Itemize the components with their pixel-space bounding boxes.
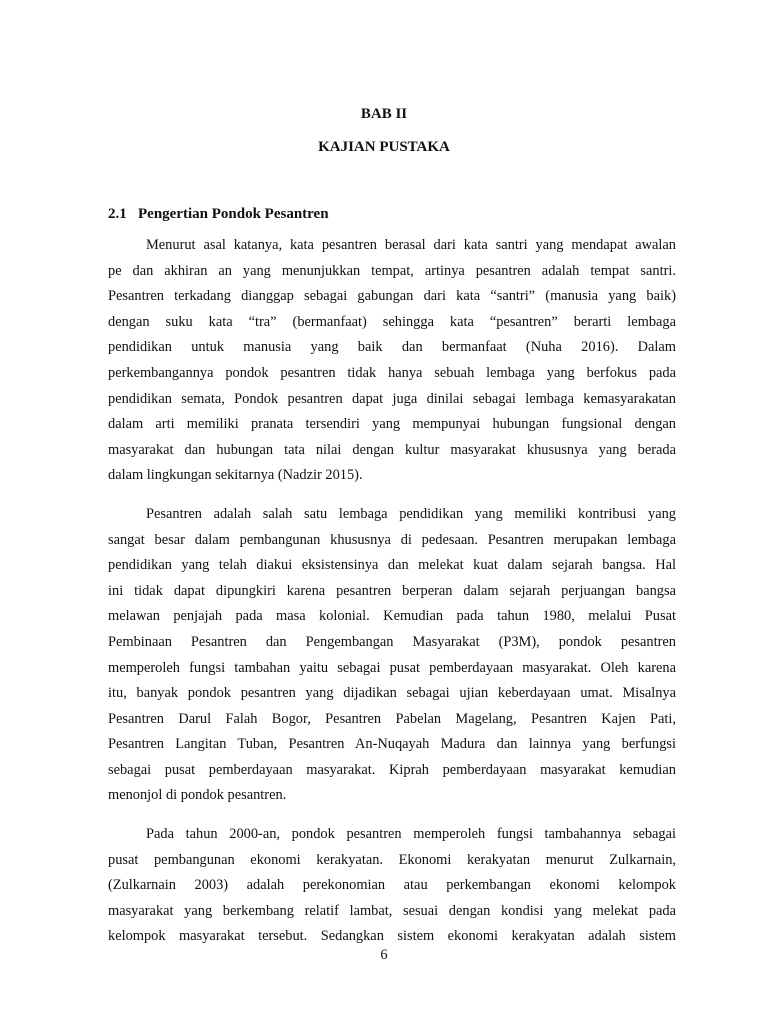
chapter-title: KAJIAN PUSTAKA xyxy=(318,139,450,155)
paragraph xyxy=(108,233,676,489)
paragraph-line: menonjol di pondok pesantren. xyxy=(108,787,287,804)
paragraph-line: Pesantren Langitan Tuban, Pesantren An-Nuqayah Madura dan lainnya yang berfungsi xyxy=(108,736,676,753)
paragraph-line: pendidikan untuk manusia yang baik dan bermanfaat (Nuha 2016). Dalam xyxy=(108,339,676,356)
paragraph xyxy=(108,822,676,950)
paragraph-line: itu, banyak pondok pesantren yang dijadikan sebagai ujian keberdayaan umat. Misalnya xyxy=(108,685,676,702)
paragraph-line: kelompok masyarakat tersebut. Sedangkan sistem ekonomi kerakyatan adalah sistem xyxy=(108,928,676,945)
paragraph-line: dalam lingkungan sekitarnya (Nadzir 2015). xyxy=(108,467,363,484)
paragraph xyxy=(108,502,676,809)
paragraph-line: ini tidak dapat dipungkiri karena pesantren berperan dalam sejarah perjuangan bangsa xyxy=(108,582,676,599)
paragraph-line: sangat besar dalam pembangunan khususnya di pedesaan. Pesantren merupakan lembaga xyxy=(108,531,676,548)
paragraph-line: dengan suku kata “tra” (bermanfaat) sehingga kata “pesantren” berarti lembaga xyxy=(108,313,676,330)
paragraph-line: memperoleh fungsi tambahan yaitu sebagai pusat pemberdayaan masyarakat. Oleh karena xyxy=(108,659,676,676)
section-title: Pengertian Pondok Pesantren xyxy=(138,206,329,222)
paragraph-line: dalam arti memiliki pranata tersendiri yang mempunyai hubungan fungsional dengan xyxy=(108,416,676,433)
paragraph-line: Pada tahun 2000-an, pondok pesantren memperoleh fungsi tambahannya sebagai xyxy=(146,826,676,843)
section-heading xyxy=(108,204,329,224)
paragraph-line: Menurut asal katanya, kata pesantren berasal dari kata santri yang mendapat awalan xyxy=(146,237,676,253)
paragraph-line: Pesantren terkadang dianggap sebagai gabungan dari kata “santri” (manusia yang baik) xyxy=(108,288,676,305)
paragraph-line: Pembinaan Pesantren dan Pengembangan Masyarakat (P3M), pondok pesantren xyxy=(108,633,676,650)
paragraph-line: melawan penjajah pada masa kolonial. Kemudian pada tahun 1980, melalui Pusat xyxy=(108,608,676,625)
paragraph-line: pendidikan yang telah diakui eksistensinya dan melekat kuat dalam sejarah bangsa. Hal xyxy=(108,557,676,574)
chapter-number: BAB II xyxy=(360,106,408,122)
page-number: 6 xyxy=(380,947,388,963)
paragraph-line: Pesantren Darul Falah Bogor, Pesantren Pabelan Magelang, Pesantren Kajen Pati, xyxy=(108,710,676,727)
paragraph-line: perkembangannya pondok pesantren tidak hanya sebuah lembaga yang berfokus pada xyxy=(108,364,676,381)
section-number: 2.1 xyxy=(108,206,127,222)
paragraph-line: pendidikan semata, Pondok pesantren dapat juga dinilai sebagai lembaga kemasyarakatan xyxy=(108,390,676,407)
paragraph-line: masyarakat dan hubungan tata nilai dengan kultur masyarakat khususnya yang berada xyxy=(108,441,676,458)
paragraph-line: pe dan akhiran an yang menunjukkan tempat, artinya pesantren adalah tempat santri. xyxy=(108,262,676,279)
paragraph-line: sebagai pusat pemberdayaan masyarakat. Kiprah pemberdayaan masyarakat kemudian xyxy=(108,761,676,778)
paragraph-line: masyarakat yang berkembang relatif lambat, sesuai dengan kondisi yang melekat pada xyxy=(108,902,676,919)
paragraph-line: pusat pembangunan ekonomi kerakyatan. Ekonomi kerakyatan menurut Zulkarnain, xyxy=(108,851,676,868)
body-text xyxy=(108,233,676,963)
paragraph-line: Pesantren adalah salah satu lembaga pendidikan yang memiliki kontribusi yang xyxy=(146,505,676,522)
paragraph-line: (Zulkarnain 2003) adalah perekonomian atau perkembangan ekonomi kelompok xyxy=(108,877,676,894)
